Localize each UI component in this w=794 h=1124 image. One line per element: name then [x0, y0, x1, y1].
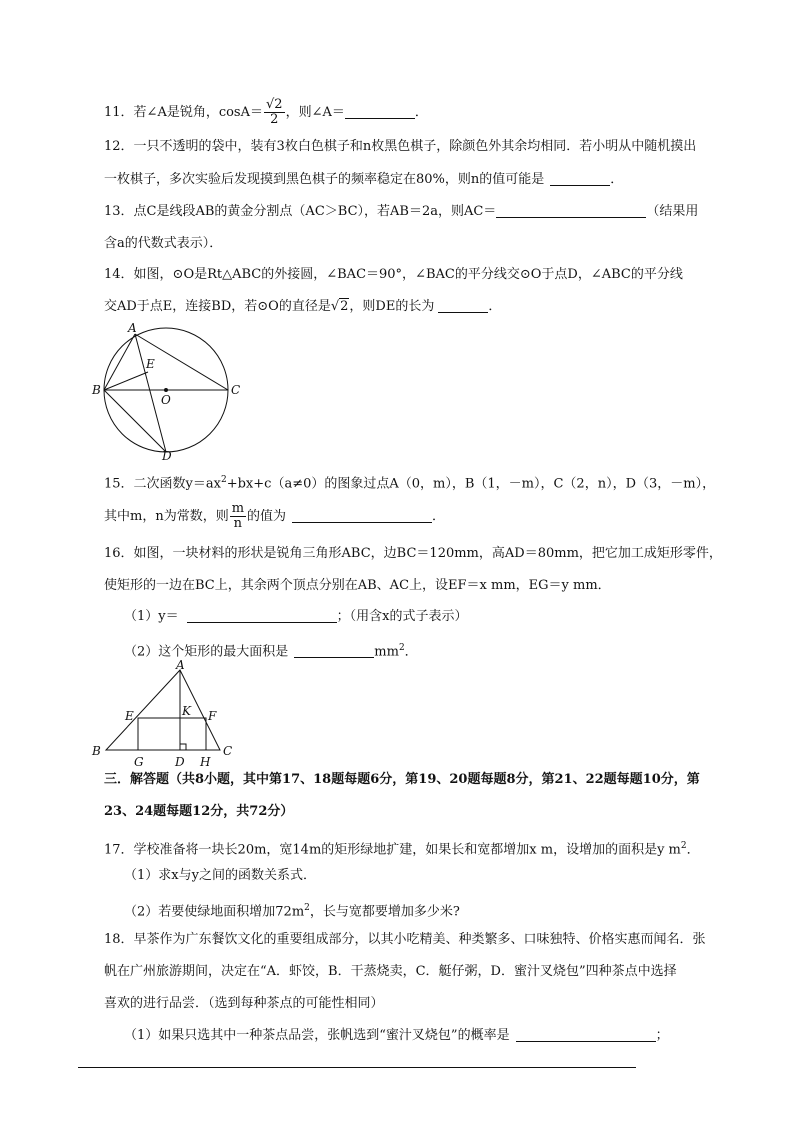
- q15-text-2c: ．: [432, 509, 446, 524]
- q13-line-2: [104, 235, 222, 253]
- q12-text-2a: 一枚棋子，多次实验后发现摸到黑色棋子的频率稳定在80%，则n的值可能是: [104, 172, 545, 187]
- right-angle-mark: [180, 744, 186, 750]
- q14-number: 14．: [104, 267, 134, 282]
- rectangle-efhg: [138, 718, 206, 750]
- q14-text-2b: ，则DE的长为: [349, 299, 435, 314]
- label-f: F: [208, 709, 217, 723]
- q14-text-2c: ．: [488, 299, 502, 314]
- label-b: B: [92, 744, 101, 758]
- q17-exponent: 2: [680, 841, 687, 851]
- q15-line-2: [104, 502, 445, 531]
- q16-part1-blank[interactable]: [187, 608, 337, 623]
- q14-sqrt-value: 2: [340, 299, 349, 314]
- q15-number: 15．: [104, 476, 134, 492]
- q14-line-1: [104, 266, 683, 284]
- label-k: K: [182, 704, 191, 718]
- q12-line-1: [104, 138, 696, 156]
- q15-frac-num: m: [231, 501, 245, 516]
- q11-line: [104, 98, 428, 127]
- center-o-point: [164, 388, 168, 392]
- label-a: A: [128, 322, 137, 335]
- triangle-abc: [106, 670, 220, 750]
- q12-text-2b: ．: [610, 172, 624, 187]
- q16-part-1: [124, 608, 467, 626]
- q16-part2-a: （2）这个矩形的最大面积是: [124, 644, 289, 660]
- section-3-header-line-1: [104, 771, 700, 789]
- q13-text-1b: （结果用: [646, 204, 699, 219]
- q18-text-2: 帆在广州旅游期间，决定在“A．虾饺，B．干蒸烧卖，C．艇仔粥，D．蜜汁叉烧包”四种茶点中选择: [104, 964, 677, 979]
- label-h: H: [200, 755, 211, 768]
- q12-answer-blank[interactable]: [550, 171, 610, 186]
- label-o: O: [161, 393, 171, 407]
- q18-part1-b: ；: [655, 1028, 669, 1043]
- q16-part1-a: （1）y＝: [124, 609, 179, 624]
- q11-frac-num: √2: [266, 97, 283, 112]
- q11-text-a: 若∠A是锐角，cosA＝: [133, 105, 263, 120]
- label-d: D: [162, 449, 172, 460]
- label-c: C: [231, 383, 241, 397]
- q11-frac-den: 2: [270, 112, 279, 127]
- q14-line-2: 交AD于点E，连接BD，若⊙O的直径是√2，则DE的长为 ．: [104, 299, 502, 314]
- q18-text-3: 喜欢的进行品尝．（选到每种茶点的可能性相同）: [104, 996, 384, 1011]
- label-e: E: [125, 709, 134, 723]
- q14-text-2a: 交AD于点E，连接BD，若⊙O的直径是: [104, 299, 331, 314]
- q16-part2-unit: mm: [374, 644, 399, 660]
- q18-part1-a: （1）如果只选其中一种茶点品尝，张帆选到“蜜汁叉烧包”的概率是: [124, 1028, 510, 1043]
- label-d: D: [175, 755, 185, 768]
- q15-fraction: [230, 502, 246, 531]
- segment-be: [104, 372, 148, 390]
- q15-frac-den: n: [233, 516, 243, 531]
- segment-bd: [104, 390, 166, 452]
- q11-text-c: ．: [414, 105, 428, 120]
- q18-line-1: [104, 931, 706, 949]
- q17-part1-text: （1）求x与y之间的函数关系式．: [124, 868, 316, 883]
- q12-line-2: [104, 171, 623, 189]
- section-3-header-line-2: [104, 803, 293, 821]
- q15-line-1: [104, 471, 715, 493]
- q17-line-1: [104, 837, 700, 859]
- q15-text-2a: 其中m，n为常数，则: [104, 509, 229, 524]
- q13-number: 13．: [104, 204, 134, 219]
- q18-text-1: 早茶作为广东餐饮文化的重要组成部分，以其小吃精美、种类繁多、口味独特、价格实惠而闻名．张: [133, 932, 706, 947]
- q16-part2-exponent: 2: [398, 643, 405, 653]
- q15-exponent: 2: [220, 475, 227, 485]
- q11-answer-blank[interactable]: [345, 104, 415, 119]
- q13-text-1a: 点C是线段AB的黄金分割点（AC＞BC），若AB＝2a，则AC＝: [133, 204, 497, 219]
- segment-ab: [104, 334, 135, 390]
- label-e: E: [146, 357, 155, 371]
- q16-line-1: [104, 545, 722, 563]
- label-a: A: [176, 660, 185, 672]
- q13-text-2: 含a的代数式表示）．: [104, 236, 223, 251]
- q18-number: 18．: [104, 932, 134, 947]
- q15-text-1a: 二次函数y＝ax: [133, 476, 221, 492]
- q18-part-1: [124, 1027, 669, 1045]
- q16-part-2: [124, 639, 418, 661]
- q17-part2-exponent: 2: [304, 903, 310, 913]
- q17-number: 17．: [104, 842, 134, 858]
- q17-text-1b: ．: [686, 842, 700, 858]
- q14-circle-figure: [88, 322, 248, 460]
- q16-text-1: 如图，一块材料的形状是锐角三角形ABC，边BC＝120mm，高AD＝80mm，把它加工成矩形零件，: [133, 546, 722, 561]
- q17-part2-b: ，长与宽都要增加多少米?: [309, 904, 460, 920]
- q11-number: 11．: [104, 105, 134, 120]
- section-3-text-1: 三．解答题（共8小题，其中第17、18题每题6分，第19、20题每题8分，第21、22题每题10分，第: [104, 772, 700, 787]
- q16-number: 16．: [104, 546, 134, 561]
- q13-line-1: [104, 203, 698, 221]
- q11-fraction: [264, 98, 285, 127]
- q17-text-1a: 学校准备将一块长20m，宽14m的矩形绿地扩建，如果长和宽都增加x m，设增加的面积是y m: [133, 842, 681, 858]
- q18-line-3: [104, 995, 384, 1013]
- q14-answer-blank[interactable]: [438, 298, 488, 313]
- q16-part1-b: ；（用含x的式子表示）: [336, 609, 468, 624]
- q16-part2-c: ．: [404, 644, 418, 660]
- q15-text-2b: 的值为: [247, 509, 287, 524]
- q17-part-1: [124, 867, 316, 885]
- q13-answer-blank[interactable]: [496, 203, 646, 218]
- q15-text-1b: +bx+c（a≠0）的图象过点A（0，m），B（1，－m），C（2，n），D（3，－m），: [226, 476, 716, 492]
- q11-text-b: ，则∠A＝: [285, 105, 345, 120]
- section-3-text-2: 23、24题每题12分，共72分）: [104, 804, 294, 819]
- q14-text-1: 如图，⊙O是Rt△ABC的外接圆，∠BAC＝90°，∠BAC的平分线交⊙O于点D，∠ABC的平分线: [133, 267, 683, 282]
- q16-part2-blank[interactable]: [294, 643, 374, 658]
- page-bottom-rule: [78, 1067, 636, 1068]
- label-c: C: [223, 744, 233, 758]
- q16-text-2: 使矩形的一边在BC上，其余两个顶点分别在AB、AC上，设EF＝x mm，EG＝y mm．: [104, 578, 611, 593]
- label-g: G: [134, 755, 144, 768]
- q12-number: 12．: [104, 139, 134, 154]
- label-b: B: [92, 383, 101, 397]
- q18-line-2: [104, 963, 677, 981]
- q16-line-2: [104, 577, 611, 595]
- q17-part2-a: （2）若要使绿地面积增加72m: [124, 904, 305, 920]
- q15-answer-blank[interactable]: [292, 508, 432, 523]
- q12-text-1: 一只不透明的袋中，装有3枚白色棋子和n枚黑色棋子，除颜色外其余均相同．若小明从中随机摸出: [133, 139, 697, 154]
- q18-part1-blank[interactable]: [516, 1027, 656, 1042]
- q16-triangle-figure: [88, 660, 248, 768]
- q17-part-2: [124, 899, 460, 921]
